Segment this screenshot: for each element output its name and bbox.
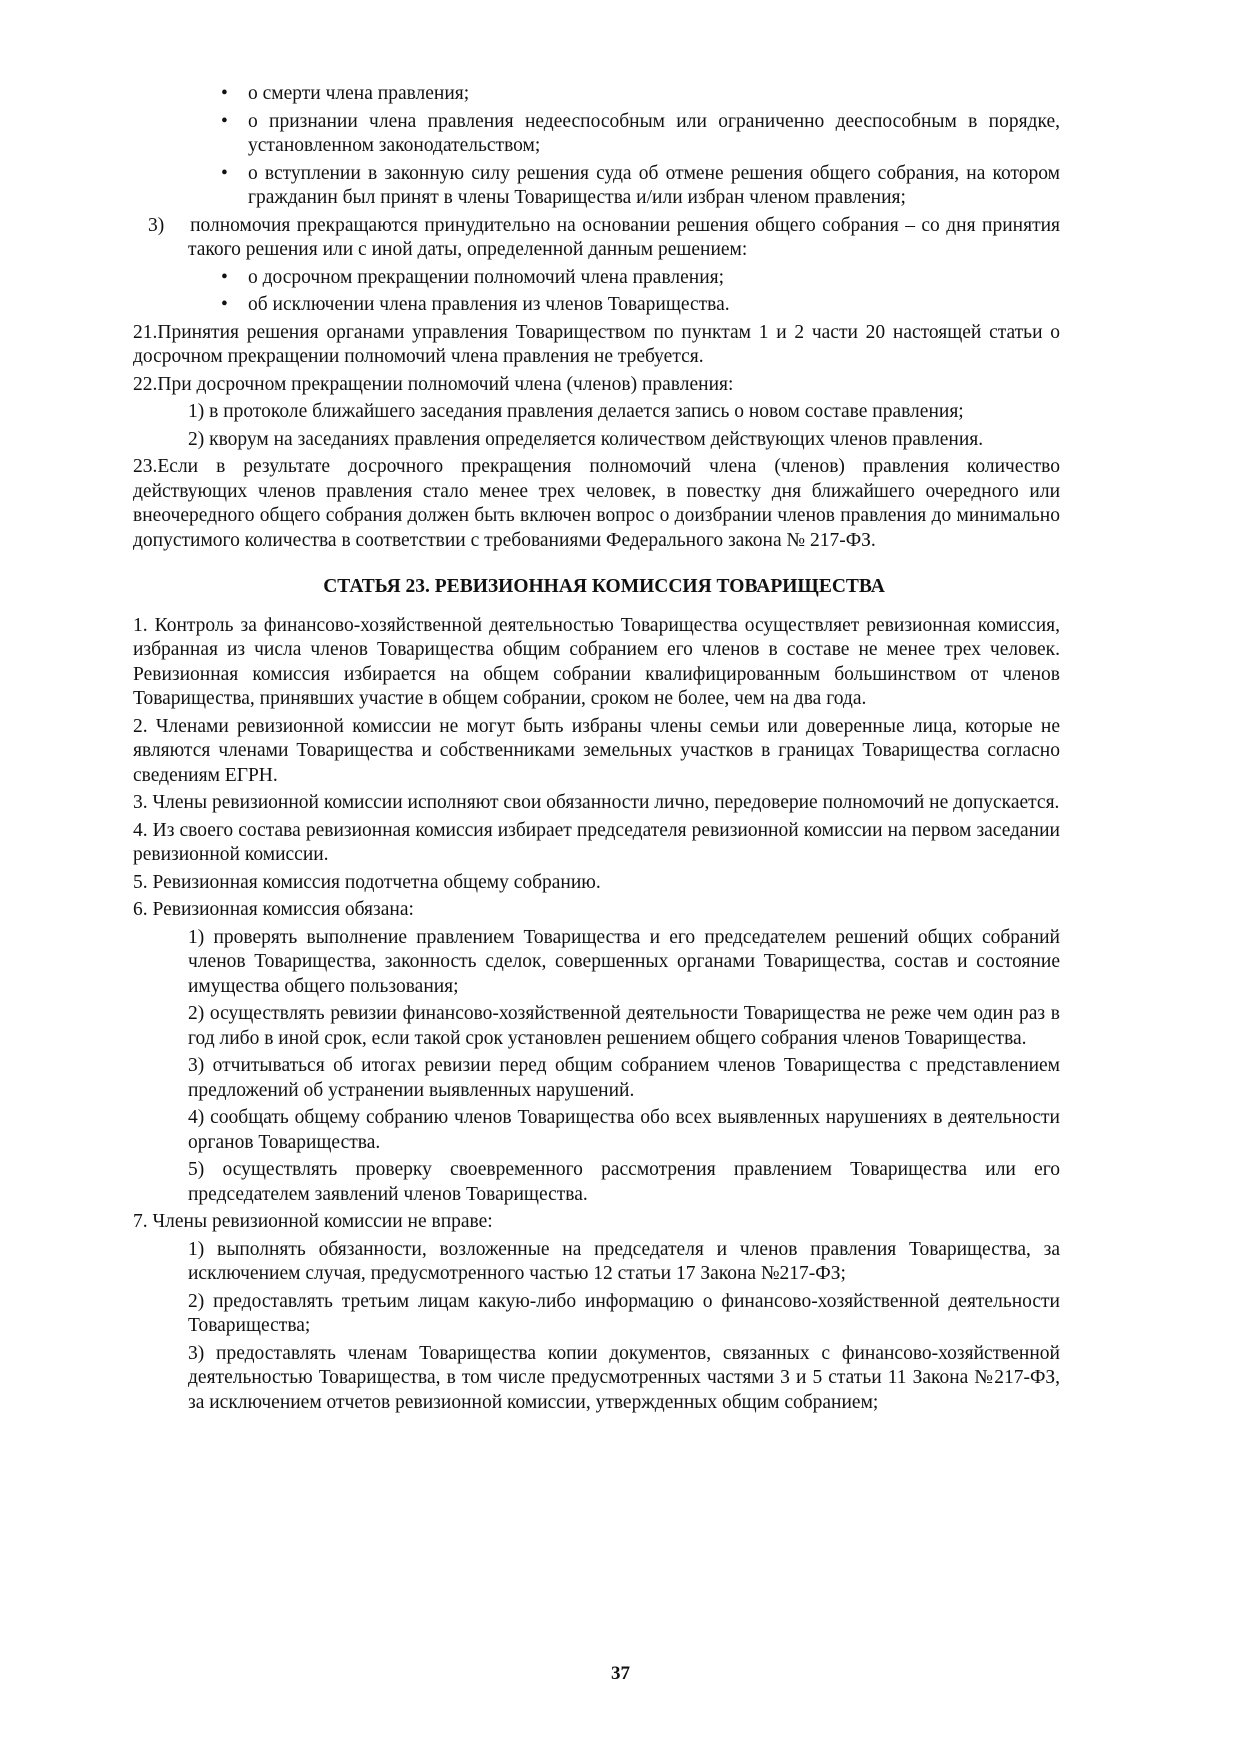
sub-item: 5) осуществлять проверку своевременного рассмотрения правлением Товарищества или его председателем заявлений членов Товарищества.: [188, 1159, 1060, 1205]
paragraph: 3) полномочия прекращаются принудительно на основании решения общего собрания – со дня принятия такого решения или с иной даты, определенной данным решением:: [148, 214, 1060, 260]
sub-item: 2) предоставлять третьим лицам какую-либо информацию о финансово-хозяйственной деятельности Товарищества;: [188, 1290, 1060, 1336]
sub-item: 4) сообщать общему собранию членов Товарищества обо всех выявленных нарушениях в деятельности органов Товарищества.: [188, 1107, 1060, 1153]
paragraph: 5. Ревизионная комиссия подотчетна общему собранию.: [133, 871, 601, 893]
paragraph: 23.Если в результате досрочного прекращения полномочий члена (членов) правления количество действующих членов правления стало менее трех человек, в повестку дня ближайшего очередного или внеочередного общего собрания должен быть включен вопрос о доизбрании членов правления до минимально допустимого количества в соответствии с требованиями Федерального закона № 217-ФЗ.: [133, 456, 1060, 551]
sub-item: 1) проверять выполнение правлением Товарищества и его председателем решений общих собраний членов Товарищества, законность сделок, совершенных органами Товарищества, состав и состояние имущества общего пользования;: [188, 926, 1060, 997]
bullet-item: • о признании члена правления недееспособным или ограниченно дееспособным в порядке, установленном законодательством;: [148, 110, 1060, 159]
bullet-item: • о вступлении в законную силу решения суда об отмене решения общего собрания, на котором гражданин был принят в члены Товарищества и/или избран членом правления;: [148, 162, 1060, 211]
sub-item: 2) осуществлять ревизии финансово-хозяйственной деятельности Товарищества не реже чем один раз в год либо в иной срок, если такой срок установлен решением общего собрания членов Товарищества.: [188, 1003, 1060, 1049]
sub-item: 3) предоставлять членам Товарищества копии документов, связанных с финансово-хозяйственной деятельностью Товарищества, в том числе предусмотренных частями 3 и 5 статьи 11 Закона №217-ФЗ, за исключением отчетов ревизионной комиссии, утвержденных общим собранием;: [188, 1342, 1060, 1413]
paragraph: 3. Члены ревизионной комиссии исполняют свои обязанности лично, передоверие полномочий не допускается.: [133, 792, 1060, 813]
paragraph: 7. Члены ревизионной комиссии не вправе:: [133, 1211, 493, 1232]
page-number: 37: [611, 1663, 630, 1684]
bullet-item: • о досрочном прекращении полномочий члена правления;: [148, 266, 1060, 291]
paragraph: 6. Ревизионная комиссия обязана:: [133, 899, 414, 920]
sub-item: 3) отчитываться об итогах ревизии перед общим собранием членов Товарищества с представлением предложений об устранении выявленных нарушений.: [188, 1055, 1060, 1101]
document-page: [133, 82, 1060, 1415]
bullet-item: • об исключении члена правления из членов Товарищества.: [148, 293, 1060, 318]
section-20-continuation: [133, 82, 1060, 553]
paragraph: 1. Контроль за финансово-хозяйственной деятельностью Товарищества осуществляет ревизионная комиссия, избранная из числа членов Товарищества общим собранием его членов в составе не менее трех человек. Ревизионная комиссия избирается на общем собрании квалифицированным большинством от членов Товарищества, принявших участие в общем собрании, сроком не более, чем на два года.: [133, 614, 1060, 709]
paragraph: 21.Принятия решения органами управления Товариществом по пунктам 1 и 2 части 20 настоящей статьи о досрочном прекращении полномочий члена правления не требуется.: [133, 321, 1060, 367]
paragraph: 22.При досрочном прекращении полномочий члена (членов) правления:: [133, 373, 734, 395]
article-heading: СТАТЬЯ 23. РЕВИЗИОННАЯ КОМИССИЯ ТОВАРИЩЕСТВА: [323, 576, 885, 597]
sub-item: 1) выполнять обязанности, возложенные на председателя и членов правления Товарищества, за исключением случая, предусмотренного частью 12 статьи 17 Закона №217-ФЗ;: [188, 1238, 1060, 1284]
bullet-item: • о смерти члена правления;: [148, 82, 1060, 107]
article-23: [133, 614, 1060, 1416]
paragraph: 4. Из своего состава ревизионная комиссия избирает председателя ревизионной комиссии на первом заседании ревизионной комиссии.: [133, 819, 1060, 865]
sub-item: 1) в протоколе ближайшего заседания правления делается запись о новом составе правления;: [188, 401, 964, 422]
sub-item: 2) кворум на заседаниях правления определяется количеством действующих членов правления.: [188, 428, 984, 450]
paragraph: 2. Членами ревизионной комиссии не могут быть избраны члены семьи или доверенные лица, которые не являются членами Товарищества и собственниками земельных участков в границах Товарищества согласно сведениям ЕГРН.: [133, 715, 1060, 786]
